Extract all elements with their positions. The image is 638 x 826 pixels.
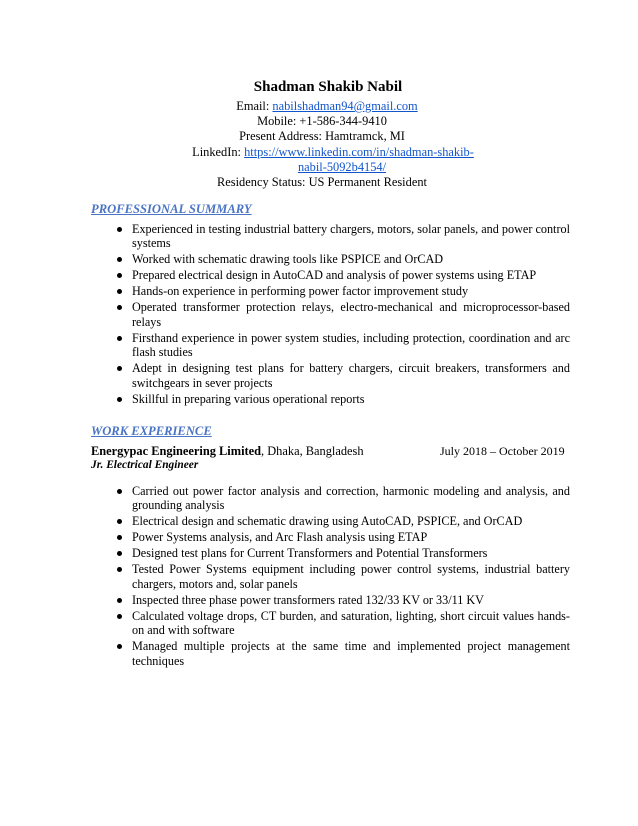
address-line: Present Address: Hamtramck, MI [239,129,405,144]
bullet-icon [117,551,122,556]
bullet-icon [117,227,122,232]
summary-item [110,222,570,251]
work-item [110,546,570,560]
summary-heading: PROFESSIONAL SUMMARY [91,202,252,216]
summary-item-text: Operated transformer protection relays, electro-mechanical and microprocessor-based relays [132,300,570,329]
work-item-text: Inspected three phase power transformers rated 132/33 KV or 33/11 KV [132,592,484,607]
bullet-icon [117,567,122,572]
mobile-line: Mobile: +1-586-344-9410 [257,114,387,129]
residency-line: Residency Status: US Permanent Resident [217,175,427,190]
work-item-text: Managed multiple projects at the same time and implemented project management techniques [132,639,570,668]
work-item [110,562,570,591]
summary-item [110,331,570,360]
bullet-icon [117,535,122,540]
bullet-icon [117,305,122,310]
summary-item [110,252,570,266]
work-item-text: Tested Power Systems equipment including power control systems, industrial battery chargers, motors and, solar panels [132,562,570,591]
summary-item-text: Skillful in preparing various operational reports [132,391,365,406]
resume-header [0,78,638,190]
bullet-icon [117,257,122,262]
work-item [110,514,570,528]
bullet-icon [117,366,122,371]
linkedin-line [0,145,638,160]
bullet-icon [117,519,122,524]
summary-item-text: Firsthand experience in power system studies, including protection, coordination and arc flash studies [132,330,570,360]
bullet-icon [117,273,122,278]
work-item [110,593,570,607]
linkedin-label: LinkedIn: [192,144,245,159]
work-item-text: Power Systems analysis, and Arc Flash analysis using ETAP [132,530,428,545]
company-location: , Dhaka, Bangladesh [261,444,364,458]
work-item [110,484,570,513]
email-link[interactable]: nabilshadman94@gmail.com [272,99,418,113]
bullet-icon [117,336,122,341]
work-item [110,609,570,638]
summary-item [110,361,570,390]
summary-item [110,284,570,298]
summary-item [110,268,570,282]
linkedin-link-part2[interactable]: nabil-5092b4154/ [297,159,387,174]
work-item [110,530,570,544]
job-title: Jr. Electrical Engineer [91,459,199,471]
company-name: Energypac Engineering Limited [91,444,262,458]
linkedin-line-continued [0,160,638,175]
work-item-text: Calculated voltage drops, CT burden, and saturation, lighting, short circuit values hands-on and with software [132,608,570,638]
work-item [110,639,570,668]
summary-item-text: Worked with schematic drawing tools like PSPICE and OrCAD [132,252,444,267]
job-header [91,444,565,459]
summary-item-text: Adept in designing test plans for battery chargers, circuit breakers, transformers and switchgears in sever projects [132,361,570,390]
work-item-text: Carried out power factor analysis and correction, harmonic modeling and analysis, and grounding analysis [132,484,570,513]
bullet-icon [117,489,122,494]
summary-item-text: Hands-on experience in performing power factor improvement study [132,284,469,299]
summary-item-text: Prepared electrical design in AutoCAD and analysis of power systems using ETAP [132,268,537,283]
work-list [110,484,570,670]
work-heading: WORK EXPERIENCE [91,424,212,438]
summary-list [110,222,570,408]
bullet-icon [117,598,122,603]
email-line [0,99,638,114]
email-label: Email: [236,99,273,113]
bullet-icon [117,397,122,402]
bullet-icon [117,644,122,649]
bullet-icon [117,289,122,294]
work-item-text: Electrical design and schematic drawing using AutoCAD, PSPICE, and OrCAD [132,514,523,529]
summary-item [110,392,570,406]
job-dates: July 2018 – October 2019 [440,444,565,458]
candidate-name: Shadman Shakib Nabil [253,79,403,95]
linkedin-link-part1[interactable]: https://www.linkedin.com/in/shadman-shakib- [244,144,474,159]
summary-item [110,300,570,329]
summary-item-text: Experienced in testing industrial battery chargers, motors, solar panels, and power control systems [132,222,570,251]
bullet-icon [117,614,122,619]
work-item-text: Designed test plans for Current Transformers and Potential Transformers [132,546,488,561]
